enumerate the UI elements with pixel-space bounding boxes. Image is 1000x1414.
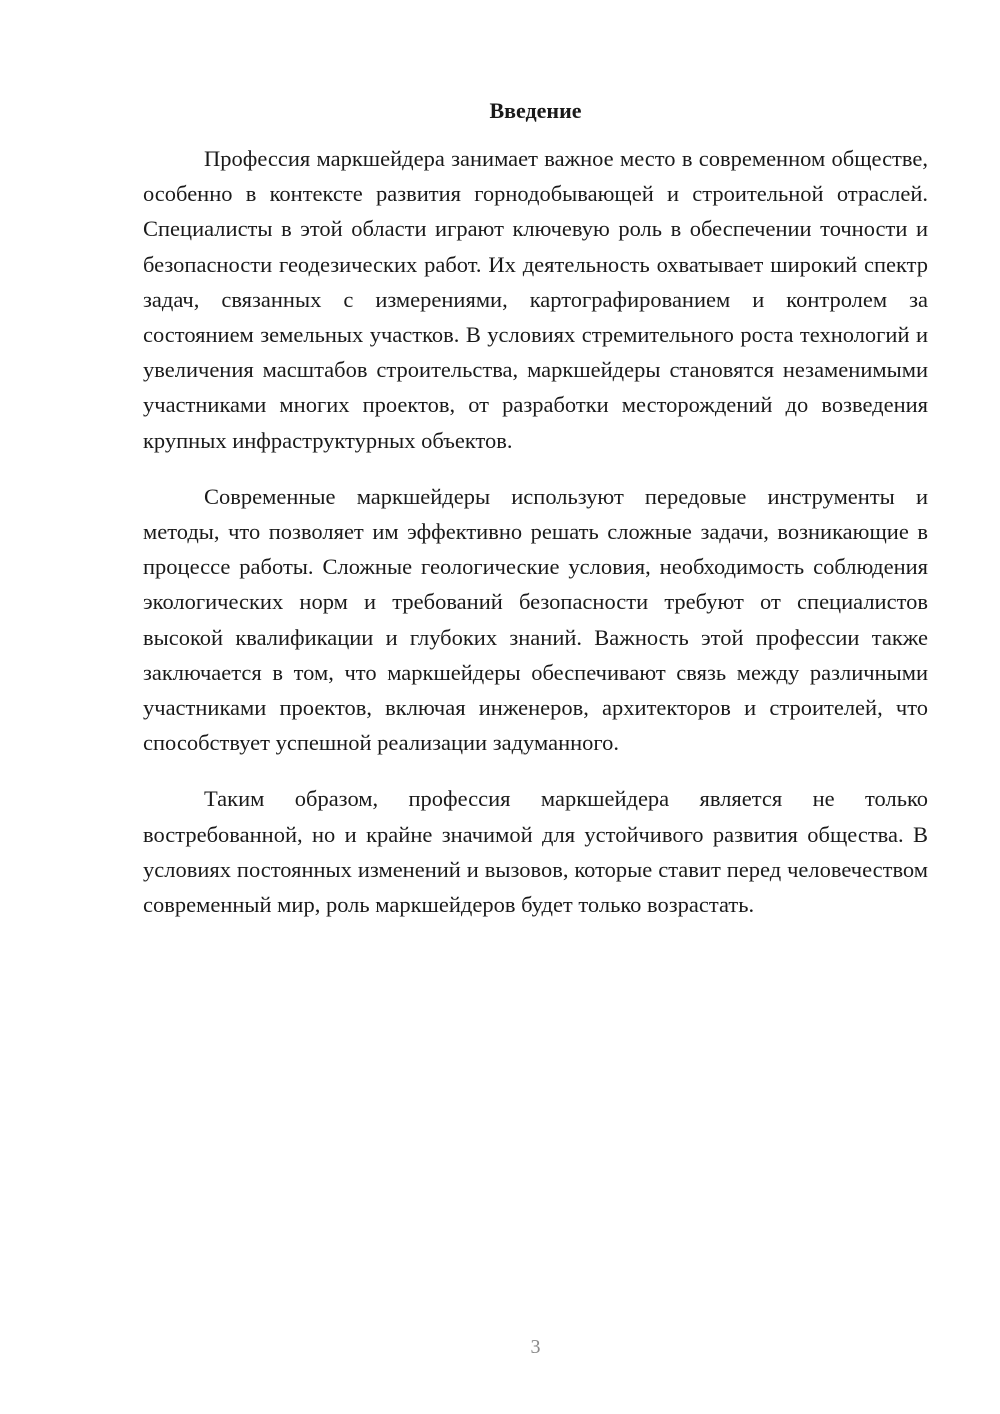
paragraph-2: Современные маркшейдеры используют передовые инструменты и методы, что позволяет им эффективно решать сложные задачи, возникающие в процессе работы. Сложные геологические условия, необходимость соблюдения экологических норм и требований безопасности требуют от специалистов высокой квалификации и глубоких знаний. Важность этой профессии также заключается в том, что маркшейдеры обеспечивают связь между различными участниками проектов, включая инженеров, архитекторов и строителей, что способствует успешной реализации задуманного. bbox=[143, 483, 928, 756]
body-text bbox=[143, 141, 928, 922]
paragraph-3: Таким образом, профессия маркшейдера является не только востребованной, но и крайне значимой для устойчивого развития общества. В условиях постоянных изменений и вызовов, которые ставит перед человечеством современный мир, роль маркшейдеров будет только возрастать. bbox=[143, 786, 928, 918]
paragraph-1: Профессия маркшейдера занимает важное место в современном обществе, особенно в контексте развития горнодобывающей и строительной отраслей. Специалисты в этой области играют ключевую роль в обеспечении точности и безопасности геодезических работ. Их деятельность охватывает широкий спектр задач, связанных с измерениями, картографированием и контролем за состоянием земельных участков. В условиях стремительного роста технологий и увеличения масштабов строительства, маркшейдеры становятся незаменимыми участниками многих проектов, от разработки месторождений до возведения крупных инфраструктурных объектов. bbox=[143, 146, 928, 453]
page-heading: Введение bbox=[489, 98, 582, 123]
page-number: 3 bbox=[530, 1336, 541, 1358]
